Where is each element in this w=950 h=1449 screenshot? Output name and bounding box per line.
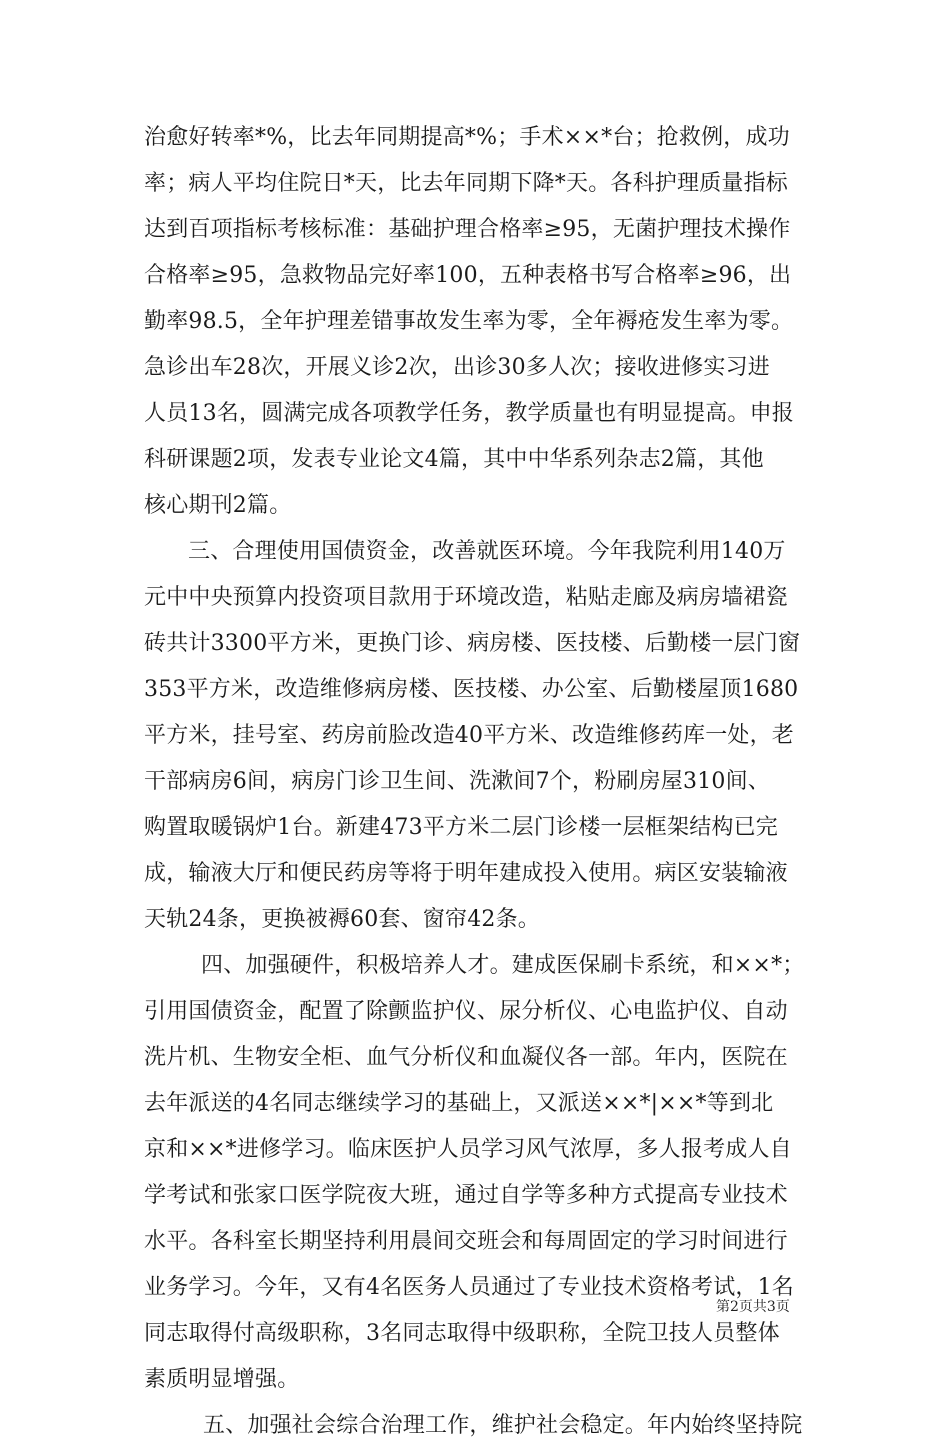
text-line: 砖共计3300平方米，更换门诊、病房楼、医技楼、后勤楼一层门窗 [144, 631, 801, 656]
text-line: 达到百项指标考核标准：基础护理合格率≥95，无菌护理技术操作 [144, 217, 791, 242]
paragraph-3 [144, 943, 816, 1403]
text-line: 人员13名，圆满完成各项教学任务，教学质量也有明显提高。申报 [144, 401, 794, 426]
text-line: 业务学习。今年，又有4名医务人员通过了专业技术资格考试，1名 [144, 1275, 794, 1300]
paragraph-4 [144, 1403, 816, 1449]
text-line: 元中中央预算内投资项目款用于环境改造，粘贴走廊及病房墙裙瓷 [144, 585, 788, 610]
text-line: 购置取暖锅炉1台。新建473平方米二层门诊楼一层框架结构已完 [144, 815, 778, 840]
paragraph-heading-line: 四、加强硬件，积极培养人才。建成医保刷卡系统，和××*； [201, 953, 805, 978]
text-line: 治愈好转率*%，比去年同期提高*%；手术××*台；抢救例，成功 [144, 125, 790, 150]
text-line: 素质明显增强。 [144, 1367, 300, 1392]
text-line: 洗片机、生物安全柜、血气分析仪和血凝仪各一部。年内，医院在 [144, 1045, 788, 1070]
text-line: 353平方米，改造维修病房楼、医技楼、办公室、后勤楼屋顶1680 [144, 677, 799, 702]
text-line: 平方米，挂号室、药房前脸改造40平方米、改造维修药库一处，老 [144, 723, 794, 748]
text-line: 科研课题2项，发表专业论文4篇，其中中华系列杂志2篇，其他 [144, 447, 764, 472]
paragraph-heading-line: 三、合理使用国债资金，改善就医环境。今年我院利用140万 [188, 539, 786, 564]
text-line: 成，输液大厅和便民药房等将于明年建成投入使用。病区安装输液 [144, 861, 788, 886]
text-line: 干部病房6间，病房门诊卫生间、洗漱间7个，粉刷房屋310间、 [144, 769, 770, 794]
text-line: 引用国债资金，配置了除颤监护仪、尿分析仪、心电监护仪、自动 [144, 999, 788, 1024]
text-line: 水平。各科室长期坚持利用晨间交班会和每周固定的学习时间进行 [144, 1229, 788, 1254]
text-line: 京和××*进修学习。临床医护人员学习风气浓厚，多人报考成人自 [144, 1137, 792, 1162]
text-line: 学考试和张家口医学院夜大班，通过自学等多种方式提高专业技术 [144, 1183, 788, 1208]
text-line: 率；病人平均住院日*天，比去年同期下降*天。各科护理质量指标 [144, 171, 789, 196]
text-line: 合格率≥95，急救物品完好率100，五种表格书写合格率≥96，出 [144, 263, 792, 288]
text-line: 天轨24条，更换被褥60套、窗帘42条。 [144, 907, 540, 932]
paragraph-1 [144, 115, 816, 529]
page-number-footer: 第2页共3页 [716, 1299, 790, 1315]
text-line: 核心期刊2篇。 [144, 493, 292, 518]
text-line: 去年派送的4名同志继续学习的基础上，又派送××*|××*等到北 [144, 1091, 774, 1116]
paragraph-2 [144, 529, 816, 943]
text-line: 急诊出车28次，开展义诊2次，出诊30多人次；接收进修实习进 [144, 355, 770, 380]
paragraph-heading-line: 五、加强社会综合治理工作，维护社会稳定。年内始终坚持院 [203, 1413, 803, 1438]
text-line: 勤率98.5，全年护理差错事故发生率为零，全年褥疮发生率为零。 [144, 309, 794, 334]
document-body [144, 115, 816, 1449]
text-line: 同志取得付高级职称，3名同志取得中级职称，全院卫技人员整体 [144, 1321, 780, 1346]
